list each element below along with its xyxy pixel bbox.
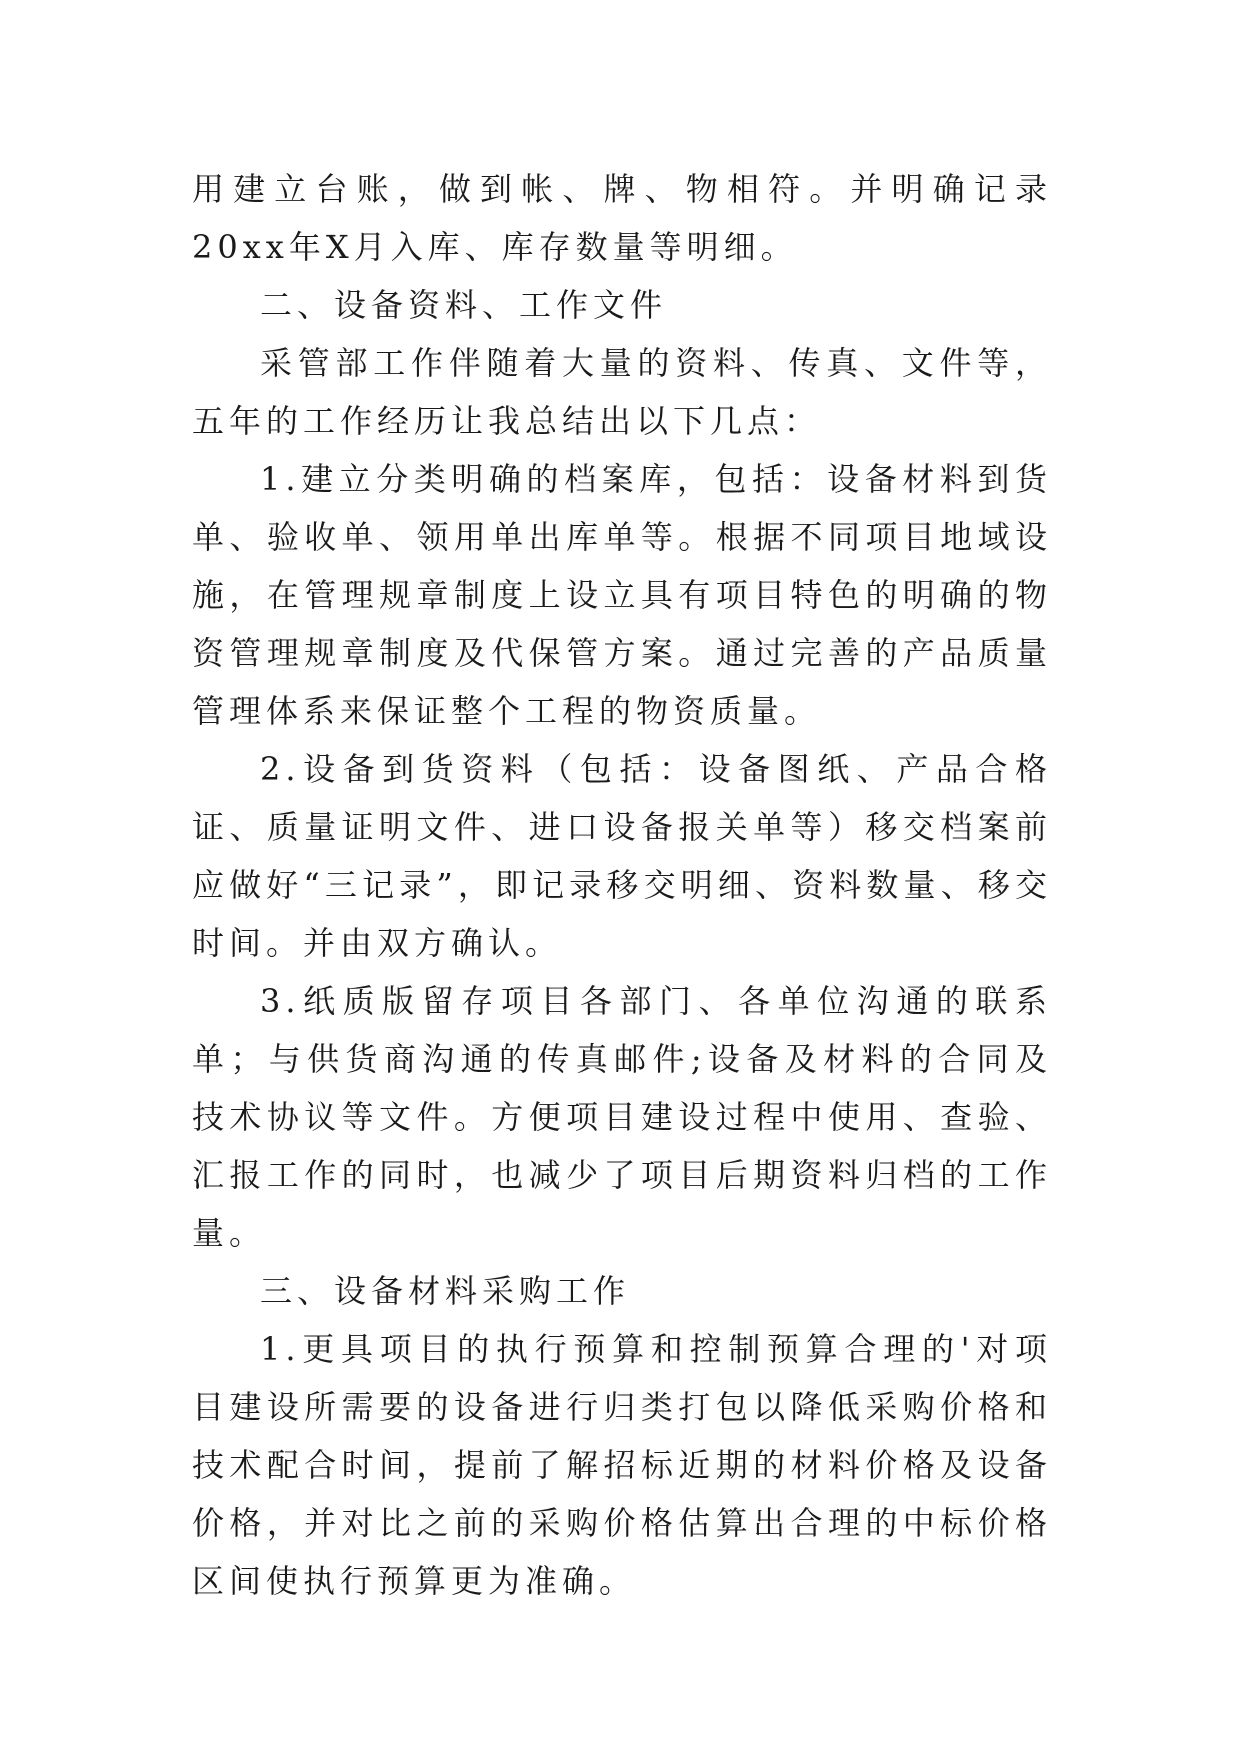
paragraph-continuation: 用建立台账，做到帐、牌、物相符。并明确记录20xx年X月入库、库存数量等明细。 [192,170,1052,266]
list-item-procurement-1: 1.更具项目的执行预算和控制预算合理的'对项目建设所需要的设备进行归类打包以降低采购价格和技术配合时间，提前了解招标近期的材料价格及设备价格，并对比之前的采购价格估算出合理的中标价格区间使执行预算更为准确。 [192,1330,1052,1600]
section-heading-2: 二、设备资料、工作文件 [260,286,668,324]
document-body [192,160,1052,1610]
list-item-3: 3.纸质版留存项目各部门、各单位沟通的联系单；与供货商沟通的传真邮件;设备及材料的合同及技术协议等文件。方便项目建设过程中使用、查验、汇报工作的同时，也减少了项目后期资料归档的工作量。 [192,982,1052,1252]
list-item-1: 1.建立分类明确的档案库，包括：设备材料到货单、验收单、领用单出库单等。根据不同项目地域设施，在管理规章制度上设立具有项目特色的明确的物资管理规章制度及代保管方案。通过完善的产品质量管理体系来保证整个工程的物资质量。 [192,460,1052,730]
list-item-2: 2.设备到货资料（包括：设备图纸、产品合格证、质量证明文件、进口设备报关单等）移交档案前应做好“三记录”，即记录移交明细、资料数量、移交时间。并由双方确认。 [192,750,1052,962]
paragraph-intro: 采管部工作伴随着大量的资料、传真、文件等，五年的工作经历让我总结出以下几点： [192,344,1052,440]
section-heading-3: 三、设备材料采购工作 [260,1272,631,1310]
